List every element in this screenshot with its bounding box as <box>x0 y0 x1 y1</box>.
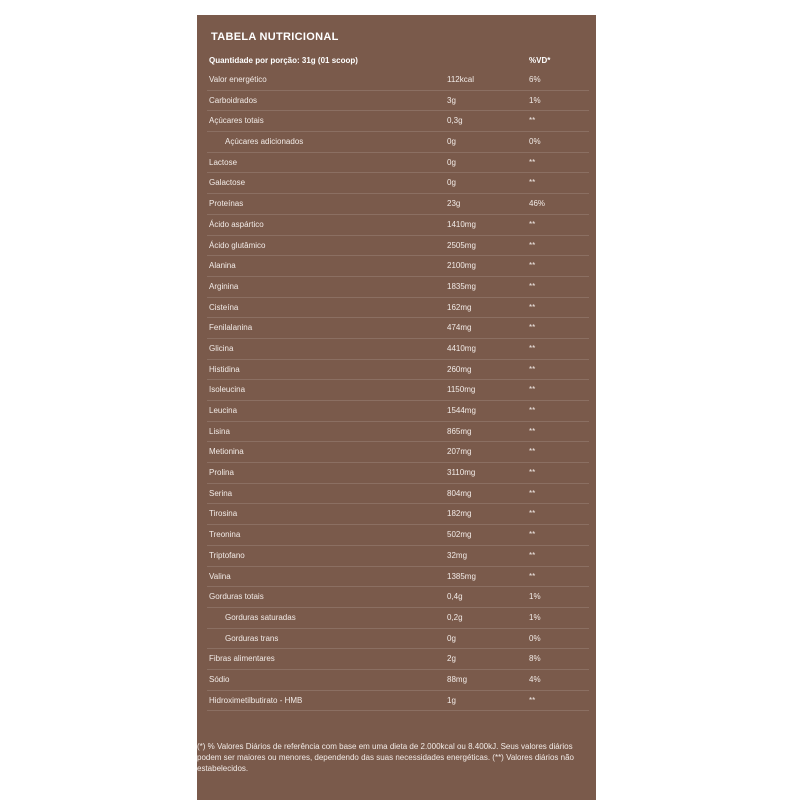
nutrient-row <box>207 463 589 484</box>
nutrient-name: Prolina <box>209 468 234 478</box>
nutrient-row <box>207 691 589 712</box>
nutrient-amount: 0g <box>447 137 456 147</box>
nutrient-row <box>207 277 589 298</box>
nutrient-amount: 1835mg <box>447 281 476 291</box>
table-title: TABELA NUTRICIONAL <box>211 31 339 43</box>
nutrient-daily-value: ** <box>529 343 536 353</box>
nutrient-amount: 804mg <box>447 488 472 498</box>
nutrient-amount: 0g <box>447 633 456 643</box>
nutrient-row <box>207 484 589 505</box>
nutrient-row <box>207 132 589 153</box>
nutrient-row <box>207 567 589 588</box>
nutrient-row <box>207 422 589 443</box>
nutrient-name: Arginina <box>209 281 239 291</box>
nutrient-name: Fenilalanina <box>209 323 253 333</box>
nutrient-name: Ácido glutâmico <box>209 240 266 250</box>
nutrient-daily-value: 0% <box>529 633 541 643</box>
nutrient-row <box>207 504 589 525</box>
nutrient-amount: 4410mg <box>447 343 476 353</box>
nutrient-row <box>207 546 589 567</box>
nutrient-name: Valor energético <box>209 75 267 84</box>
nutrient-name: Hidroximetilbutirato - HMB <box>209 695 303 705</box>
nutrient-daily-value: ** <box>529 219 536 229</box>
nutrient-name: Triptofano <box>209 550 245 560</box>
nutrient-name: Glicina <box>209 343 234 353</box>
nutrient-amount: 3g <box>447 95 456 105</box>
nutrient-daily-value: ** <box>529 571 536 581</box>
nutrient-name: Sódio <box>209 674 230 684</box>
nutrient-daily-value: 1% <box>529 95 541 105</box>
nutrient-amount: 865mg <box>447 426 472 436</box>
nutrient-amount: 1410mg <box>447 219 476 229</box>
nutrient-daily-value: ** <box>529 406 536 415</box>
nutrient-amount: 0,4g <box>447 592 463 602</box>
nutrient-row <box>207 194 589 215</box>
nutrient-row <box>207 173 589 194</box>
nutrient-row <box>207 670 589 691</box>
nutrient-amount: 3110mg <box>447 468 476 478</box>
nutrient-row <box>207 587 589 608</box>
nutrient-row <box>207 111 589 132</box>
nutrient-daily-value: ** <box>529 323 536 333</box>
nutrient-name: Leucina <box>209 406 238 415</box>
nutrient-row <box>207 318 589 339</box>
nutrient-daily-value: ** <box>529 385 536 395</box>
nutrient-name: Galactose <box>209 178 246 188</box>
nutrient-name: Fibras alimentares <box>209 654 275 664</box>
nutrient-daily-value: ** <box>529 157 536 167</box>
nutrient-daily-value: ** <box>529 426 536 436</box>
nutrient-daily-value: ** <box>529 468 536 478</box>
nutrient-name: Açúcares totais <box>209 116 264 126</box>
nutrient-name: Gorduras saturadas <box>225 612 296 622</box>
nutrient-daily-value: ** <box>529 302 536 312</box>
vd-column-header: %VD* <box>529 56 551 65</box>
serving-size-label: Quantidade por porção: 31g (01 scoop) <box>209 56 358 65</box>
nutrient-name: Ácido aspártico <box>209 219 264 229</box>
footnote-text: (*) % Valores Diários de referência com base em uma dieta de 2.000kcal ou 8.400kJ. Seus valores diários podem ser maiores ou menores, dependendo das suas necessidades energéticas. (**) Valores diários não estabelecidos. <box>197 742 574 773</box>
nutrient-daily-value: 1% <box>529 592 541 602</box>
nutrient-daily-value: ** <box>529 488 536 498</box>
nutrient-amount: 2505mg <box>447 240 476 250</box>
nutrient-amount: 1385mg <box>447 571 476 581</box>
nutrient-daily-value: 0% <box>529 137 541 147</box>
nutrient-daily-value: ** <box>529 364 536 374</box>
nutrient-amount: 0g <box>447 157 456 167</box>
nutrient-amount: 88mg <box>447 674 468 684</box>
nutrient-daily-value: ** <box>529 530 536 540</box>
nutrient-daily-value: ** <box>529 116 536 126</box>
nutrient-amount: 502mg <box>447 530 472 540</box>
nutrient-row <box>207 608 589 629</box>
nutrient-row <box>207 360 589 381</box>
nutrient-row <box>207 215 589 236</box>
nutrient-amount: 1150mg <box>447 385 476 395</box>
nutrient-daily-value: ** <box>529 240 536 250</box>
nutrient-amount: 260mg <box>447 364 472 374</box>
nutrient-daily-value: ** <box>529 447 536 457</box>
nutrient-list <box>207 70 589 711</box>
nutrient-name: Treonina <box>209 530 241 540</box>
nutrient-amount: 0,3g <box>447 116 463 126</box>
nutrient-row <box>207 629 589 650</box>
nutrient-amount: 112kcal <box>447 75 474 84</box>
nutrient-amount: 1g <box>447 695 456 705</box>
nutrient-daily-value: ** <box>529 509 536 519</box>
nutrient-row <box>207 153 589 174</box>
nutrient-amount: 0g <box>447 178 456 188</box>
nutrient-name: Lisina <box>209 426 230 436</box>
nutrient-row <box>207 70 589 91</box>
nutrient-daily-value: 1% <box>529 612 541 622</box>
nutrient-amount: 474mg <box>447 323 472 333</box>
nutrient-daily-value: 46% <box>529 199 546 209</box>
nutrient-row <box>207 525 589 546</box>
nutrient-row <box>207 401 589 422</box>
nutrient-amount: 2100mg <box>447 261 476 271</box>
nutrient-daily-value: ** <box>529 281 536 291</box>
nutrient-amount: 182mg <box>447 509 472 519</box>
nutrient-name: Histidina <box>209 364 240 374</box>
nutrient-name: Proteínas <box>209 199 244 209</box>
nutrient-name: Valina <box>209 571 231 581</box>
nutrient-amount: 1544mg <box>447 406 476 415</box>
nutrient-name: Tirosina <box>209 509 238 519</box>
nutrient-name: Lactose <box>209 157 238 167</box>
nutrient-amount: 162mg <box>447 302 472 312</box>
nutrient-name: Alanina <box>209 261 236 271</box>
nutrient-daily-value: ** <box>529 178 536 188</box>
nutrient-name: Gorduras trans <box>225 633 279 643</box>
nutrient-row <box>207 91 589 112</box>
nutrient-name: Açúcares adicionados <box>225 137 304 147</box>
nutrient-row <box>207 298 589 319</box>
nutrient-daily-value: 4% <box>529 674 541 684</box>
nutrient-name: Metionina <box>209 447 244 457</box>
nutrient-daily-value: 8% <box>529 654 541 664</box>
nutrient-name: Carboidrados <box>209 95 258 105</box>
nutrient-daily-value: ** <box>529 695 536 705</box>
nutrient-row <box>207 339 589 360</box>
nutrient-row <box>207 649 589 670</box>
nutrient-row <box>207 236 589 257</box>
nutrient-daily-value: ** <box>529 550 536 560</box>
nutrient-daily-value: ** <box>529 261 536 271</box>
nutrient-amount: 207mg <box>447 447 472 457</box>
nutrient-name: Cisteína <box>209 302 239 312</box>
nutrient-amount: 32mg <box>447 550 468 560</box>
nutrient-row <box>207 256 589 277</box>
nutrient-name: Isoleucina <box>209 385 246 395</box>
nutrient-amount: 2g <box>447 654 456 664</box>
nutrient-row <box>207 442 589 463</box>
nutrient-daily-value: 6% <box>529 75 541 84</box>
nutrient-name: Gorduras totais <box>209 592 264 602</box>
serving-header-row <box>207 55 589 69</box>
nutrient-row <box>207 380 589 401</box>
nutrient-amount: 23g <box>447 199 461 209</box>
nutrient-amount: 0,2g <box>447 612 463 622</box>
nutrient-name: Serina <box>209 488 233 498</box>
